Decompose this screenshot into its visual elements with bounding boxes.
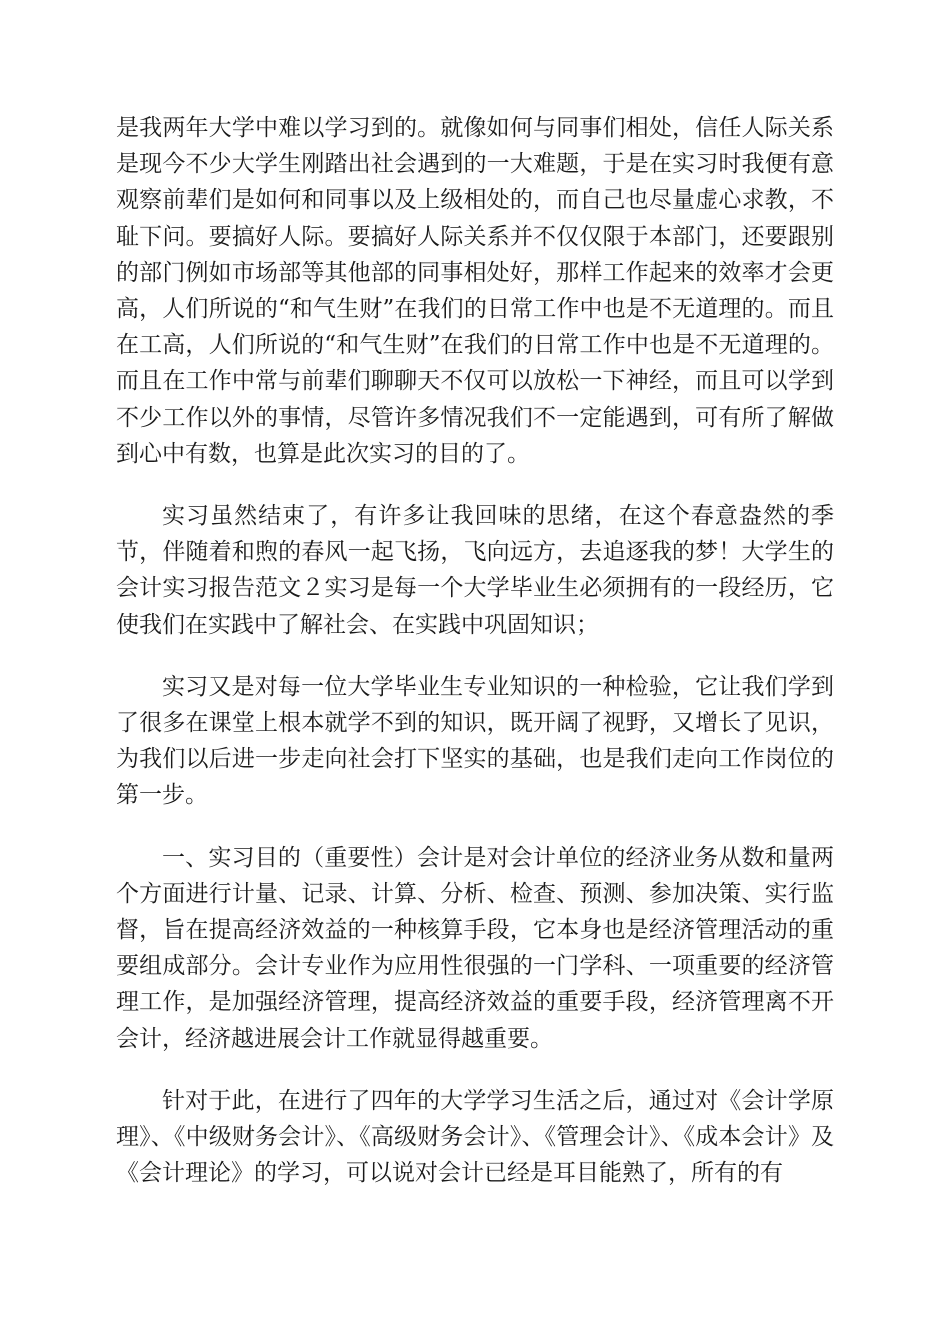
paragraph-1: 是我两年大学中难以学习到的。就像如何与同事们相处，信任人际关系是现今不少大学生刚踏出社会遇到的一大难题，于是在实习时我便有意观察前辈们是如何和同事以及上级相处的，而自己也尽量虚心求教，不耻下问。要搞好人际。要搞好人际关系并不仅仅限于本部门，还要跟别的部门例如市场部等其他部的同事相处好，那样工作起来的效率才会更高，人们所说的“和气生财”在我们的日常工作中也是不无道理的。而且在工高，人们所说的“和气生财”在我们的日常工作中也是不无道理的。而且在工作中常与前辈们聊聊天不仅可以放松一下神经，而且可以学到不少工作以外的事情，尽管许多情况我们不一定能遇到，可有所了解做到心中有数，也算是此次实习的目的了。 [116,115,834,467]
paragraph-5: 针对于此，在进行了四年的大学学习生活之后，通过对《会计学原理》、《中级财务会计》、《高级财务会计》、《管理会计》、《成本会计》及《会计理论》的学习，可以说对会计已经是耳目能熟了，所有的有 [116,1087,834,1187]
paragraph-3: 实习又是对每一位大学毕业生专业知识的一种检验，它让我们学到了很多在课堂上根本就学不到的知识，既开阔了视野，又增长了见识，为我们以后进一步走向社会打下坚实的基础，也是我们走向工作岗位的第一步。 [116,673,834,809]
document-page [116,110,834,1217]
paragraph-4: 一、实习目的（重要性）会计是对会计单位的经济业务从数和量两个方面进行计量、记录、计算、分析、检查、预测、参加决策、实行监督，旨在提高经济效益的一种核算手段，它本身也是经济管理活动的重要组成部分。会计专业作为应用性很强的一门学科、一项重要的经济管理工作，是加强经济管理，提高经济效益的重要手段，经济管理离不开会计，经济越进展会计工作就显得越重要。 [116,844,834,1052]
paragraph-2: 实习虽然结束了，有许多让我回味的思绪，在这个春意盎然的季节，伴随着和煦的春风一起飞扬，飞向远方，去追逐我的梦！大学生的会计实习报告范文２实习是每一个大学毕业生必须拥有的一段经历，它使我们在实践中了解社会、在实践中巩固知识； [116,503,834,638]
